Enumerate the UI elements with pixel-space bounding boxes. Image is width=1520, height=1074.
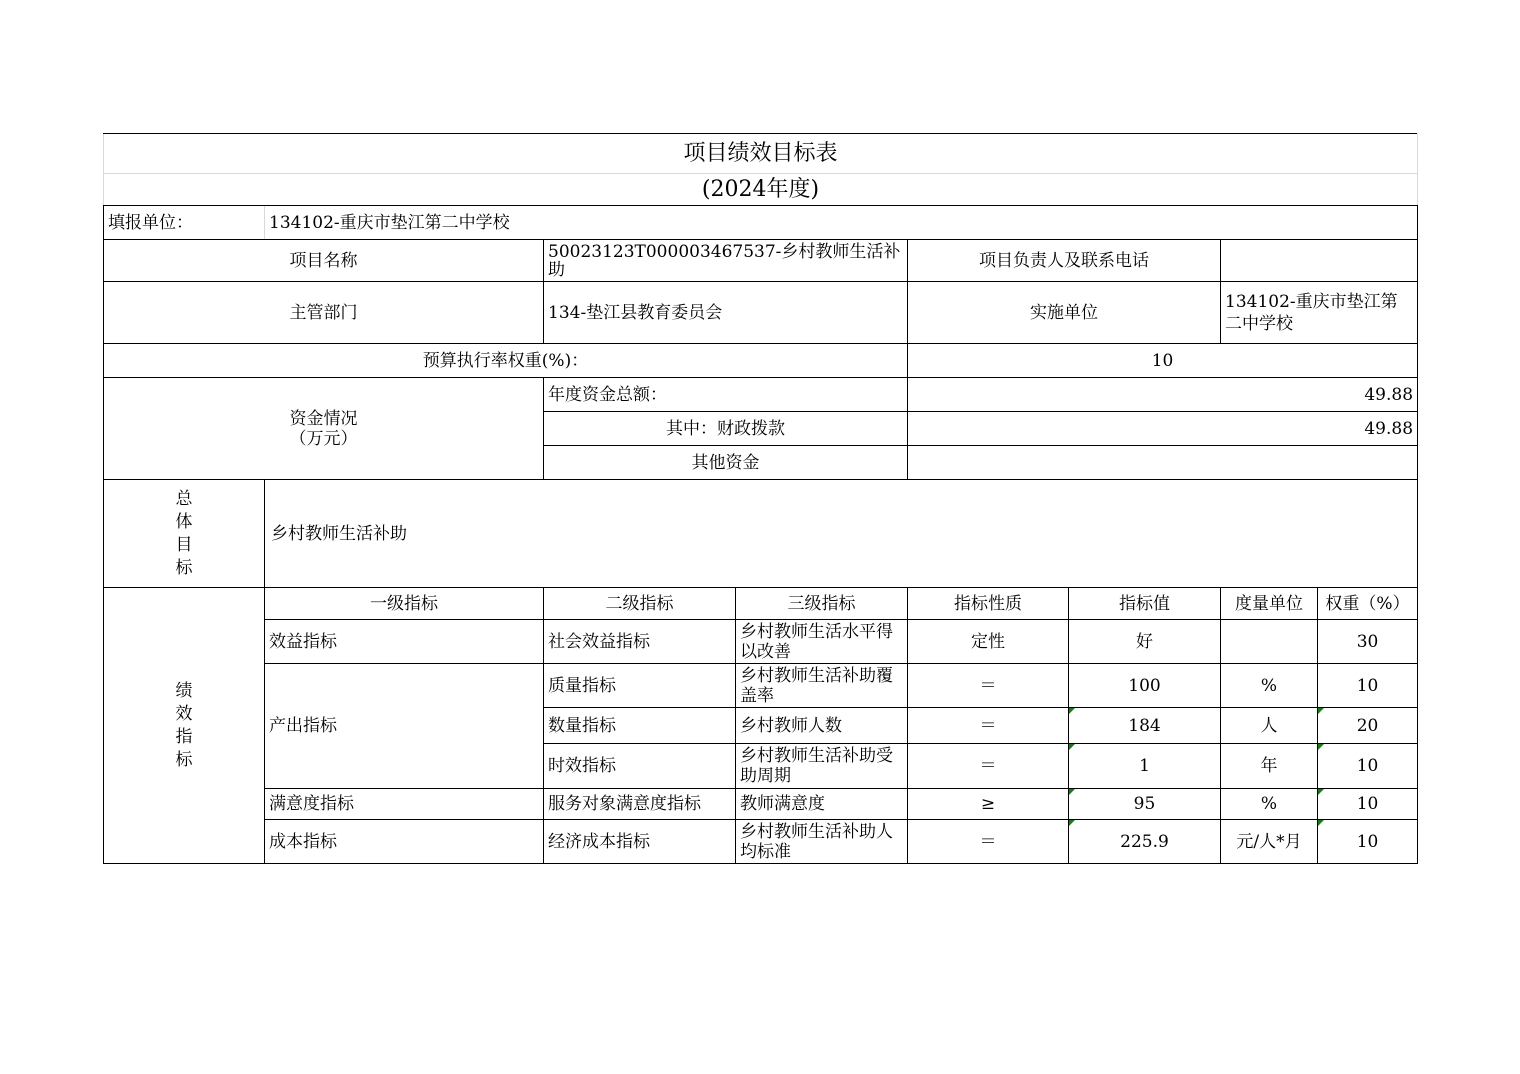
indicators-char: 绩 xyxy=(175,680,193,701)
nature-cell: ＝ xyxy=(908,744,1069,789)
performance-target-table xyxy=(103,133,1418,864)
funds-other-label: 其他资金 xyxy=(544,446,908,480)
weight-cell: 10 xyxy=(1318,789,1418,820)
header-nature: 指标性质 xyxy=(908,588,1069,620)
impl-unit-label: 实施单位 xyxy=(908,282,1221,344)
nature-cell: ＝ xyxy=(908,820,1069,864)
overall-goal-char: 标 xyxy=(175,557,193,578)
value-cell: 100 xyxy=(1069,664,1221,708)
header-level1: 一级指标 xyxy=(265,588,544,620)
level1-cell: 满意度指标 xyxy=(265,789,544,820)
nature-cell: ≥ xyxy=(908,789,1069,820)
nature-cell: 定性 xyxy=(908,620,1069,664)
level2-cell: 时效指标 xyxy=(544,744,736,789)
unit-cell: 元/人*月 xyxy=(1221,820,1318,864)
project-contact-label: 项目负责人及联系电话 xyxy=(908,240,1221,282)
table-row xyxy=(104,664,1418,708)
indicators-label xyxy=(104,588,265,864)
level3-cell: 乡村教师生活补助覆盖率 xyxy=(736,664,908,708)
value-cell: 95 xyxy=(1069,789,1221,820)
indicators-char: 标 xyxy=(175,749,193,770)
unit-cell: 人 xyxy=(1221,708,1318,744)
value-cell: 225.9 xyxy=(1069,820,1221,864)
weight-cell: 30 xyxy=(1318,620,1418,664)
level3-cell: 乡村教师人数 xyxy=(736,708,908,744)
table-year: (2024年度) xyxy=(104,174,1418,206)
value-cell: 184 xyxy=(1069,708,1221,744)
dept-value: 134-垫江县教育委员会 xyxy=(544,282,908,344)
project-name-label: 项目名称 xyxy=(104,240,544,282)
level3-cell: 教师满意度 xyxy=(736,789,908,820)
level1-cell: 效益指标 xyxy=(265,620,544,664)
impl-unit-value: 134102-重庆市垫江第二中学校 xyxy=(1221,282,1418,344)
unit-cell: % xyxy=(1221,789,1318,820)
header-weight: 权重（%） xyxy=(1318,588,1418,620)
level1-cell: 成本指标 xyxy=(265,820,544,864)
weight-cell: 20 xyxy=(1318,708,1418,744)
performance-target-sheet xyxy=(103,133,1417,864)
header-level2: 二级指标 xyxy=(544,588,736,620)
project-name-value: 50023123T000003467537-乡村教师生活补助 xyxy=(544,240,908,282)
weight-cell: 10 xyxy=(1318,664,1418,708)
funds-total-label: 年度资金总额： xyxy=(544,378,908,412)
funds-fiscal-label: 其中：财政拨款 xyxy=(544,412,908,446)
overall-goal-char: 目 xyxy=(175,534,193,555)
header-level3: 三级指标 xyxy=(736,588,908,620)
indicators-char: 指 xyxy=(175,726,193,747)
funds-label-line2: （万元） xyxy=(289,428,358,449)
level3-cell: 乡村教师生活补助人均标准 xyxy=(736,820,908,864)
table-row xyxy=(104,620,1418,664)
nature-cell: ＝ xyxy=(908,708,1069,744)
project-contact-value xyxy=(1221,240,1418,282)
overall-goal-char: 总 xyxy=(175,488,193,509)
level2-cell: 数量指标 xyxy=(544,708,736,744)
budget-weight-value: 10 xyxy=(908,344,1418,378)
level2-cell: 社会效益指标 xyxy=(544,620,736,664)
unit-cell: 年 xyxy=(1221,744,1318,789)
unit-cell xyxy=(1221,620,1318,664)
nature-cell: ＝ xyxy=(908,664,1069,708)
unit-cell: % xyxy=(1221,664,1318,708)
value-cell: 好 xyxy=(1069,620,1221,664)
funds-label-line1: 资金情况 xyxy=(289,408,358,429)
level1-cell: 产出指标 xyxy=(265,664,544,789)
overall-goal-text: 乡村教师生活补助 xyxy=(265,480,1418,588)
level3-cell: 乡村教师生活水平得以改善 xyxy=(736,620,908,664)
level2-cell: 经济成本指标 xyxy=(544,820,736,864)
level2-cell: 服务对象满意度指标 xyxy=(544,789,736,820)
overall-goal-label xyxy=(104,480,265,588)
table-row xyxy=(104,820,1418,864)
table-row xyxy=(104,789,1418,820)
indicators-char: 效 xyxy=(175,703,193,724)
funds-other-value xyxy=(908,446,1418,480)
fill-unit-label: 填报单位： xyxy=(104,206,265,240)
header-value: 指标值 xyxy=(1069,588,1221,620)
level3-cell: 乡村教师生活补助受助周期 xyxy=(736,744,908,789)
budget-weight-label: 预算执行率权重(%)： xyxy=(104,344,908,378)
funds-label xyxy=(104,378,544,480)
fill-unit-value: 134102-重庆市垫江第二中学校 xyxy=(265,206,1418,240)
header-unit: 度量单位 xyxy=(1221,588,1318,620)
weight-cell: 10 xyxy=(1318,820,1418,864)
funds-fiscal-value: 49.88 xyxy=(908,412,1418,446)
table-title: 项目绩效目标表 xyxy=(104,134,1418,174)
dept-label: 主管部门 xyxy=(104,282,544,344)
funds-total-value: 49.88 xyxy=(908,378,1418,412)
weight-cell: 10 xyxy=(1318,744,1418,789)
level2-cell: 质量指标 xyxy=(544,664,736,708)
overall-goal-char: 体 xyxy=(175,511,193,532)
value-cell: 1 xyxy=(1069,744,1221,789)
